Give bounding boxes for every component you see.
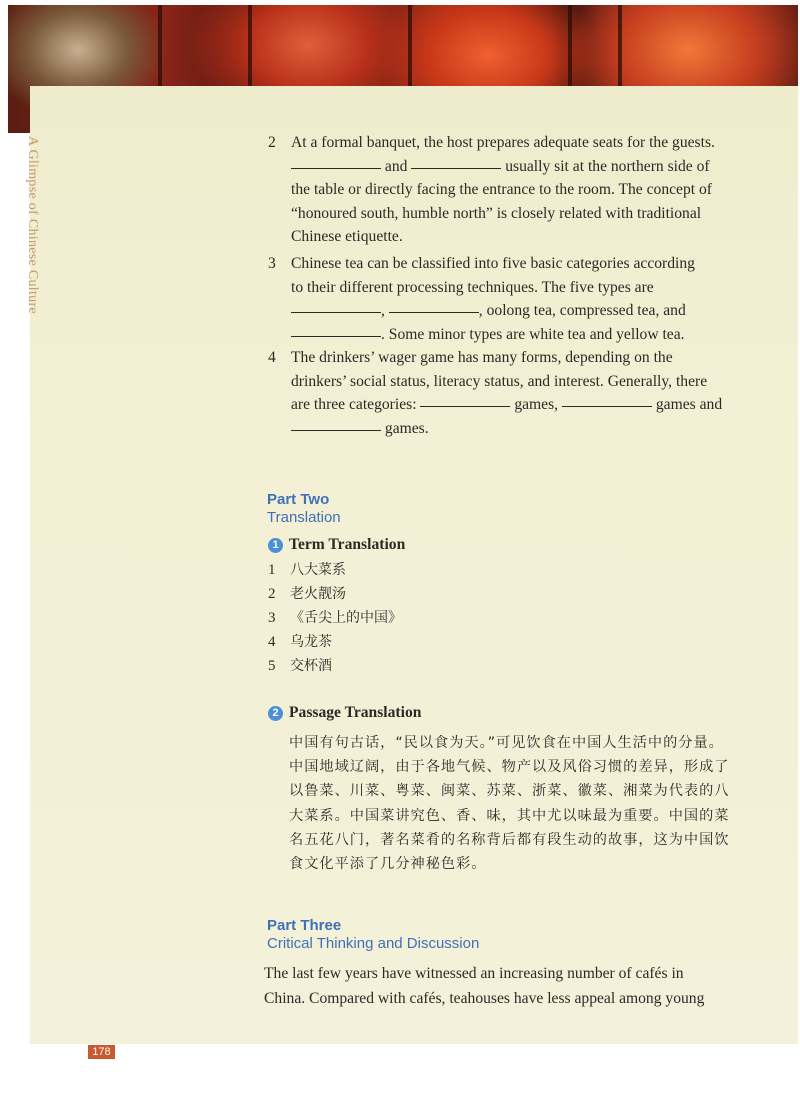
running-title: A Glimpse of Chinese Culture [25, 136, 40, 314]
part-three-subtitle: Critical Thinking and Discussion [267, 935, 480, 952]
question-line: , , oolong tea, compressed tea, and [268, 299, 768, 323]
term-item: 5 交杯酒 [268, 658, 332, 674]
question-line: games. [268, 417, 768, 441]
answer-blank[interactable] [291, 167, 381, 169]
passage-translation-heading: 2 Passage Translation [268, 704, 421, 722]
term-translation-heading: 1 Term Translation [268, 536, 405, 554]
answer-blank[interactable] [411, 167, 501, 169]
question-line: . Some minor types are white tea and yellow tea. [268, 323, 768, 347]
page-number: 178 [88, 1045, 115, 1059]
question-line: are three categories: games, games and [291, 396, 723, 413]
part-three-label: Part Three [267, 917, 342, 934]
answer-blank[interactable] [389, 311, 479, 313]
answer-blank[interactable] [291, 335, 381, 337]
question-number: 4 [268, 349, 276, 366]
answer-blank[interactable] [291, 311, 381, 313]
question-line: to their different processing techniques. The five types are [291, 278, 654, 296]
question-line: “honoured south, humble north” is closely related with traditional [291, 204, 702, 222]
question-2 [268, 131, 768, 249]
question-line: the table or directly facing the entrance to the room. The concept of [291, 181, 713, 198]
discussion-text: The last few years have witnessed an increasing number of cafés in China. Compared with cafés, teahouses have less appeal among young [264, 965, 705, 1007]
question-4 [268, 346, 768, 440]
number-badge: 2 [268, 706, 283, 721]
question-line: At a formal banquet, the host prepares adequate seats for the guests. [291, 134, 715, 151]
question-line: and usually sit at the northern side of [268, 155, 768, 179]
question-line: Chinese etiquette. [291, 228, 403, 245]
term-item: 2 老火靓汤 [268, 586, 346, 602]
question-line: drinkers’ social status, literacy status, and interest. Generally, there [291, 372, 708, 390]
question-3 [268, 252, 768, 346]
question-number: 2 [268, 134, 276, 151]
term-item: 4 乌龙茶 [268, 634, 332, 650]
answer-blank[interactable] [562, 405, 652, 407]
term-item: 1 八大菜系 [268, 562, 346, 578]
passage-text: 中国有句古话，“民以食为天。”可见饮食在中国人生活中的分量。 中国地域辽阔，由于各地气候、物产以及风俗习惯的差异，形成了 以鲁菜、川菜、粤菜、闽菜、苏菜、浙菜、徽菜、湘菜为代表的八 大菜系。中国菜讲究色、香、味，其中尤以味最为重要。中国的菜 名五花八门，著名菜肴的名称背后都有段生动的故事，这为中国饮 食文化平添了几分神秘色彩。 [289, 735, 730, 873]
question-number: 3 [268, 255, 276, 272]
answer-blank[interactable] [291, 429, 381, 431]
question-line: Chinese tea can be classified into five basic categories according [291, 255, 695, 272]
number-badge: 1 [268, 538, 283, 553]
question-line: The drinkers’ wager game has many forms, depending on the [291, 349, 673, 366]
part-two-label: Part Two [267, 491, 330, 508]
part-two-subtitle: Translation [267, 509, 341, 526]
answer-blank[interactable] [420, 405, 510, 407]
term-item: 3 《舌尖上的中国》 [268, 610, 402, 626]
